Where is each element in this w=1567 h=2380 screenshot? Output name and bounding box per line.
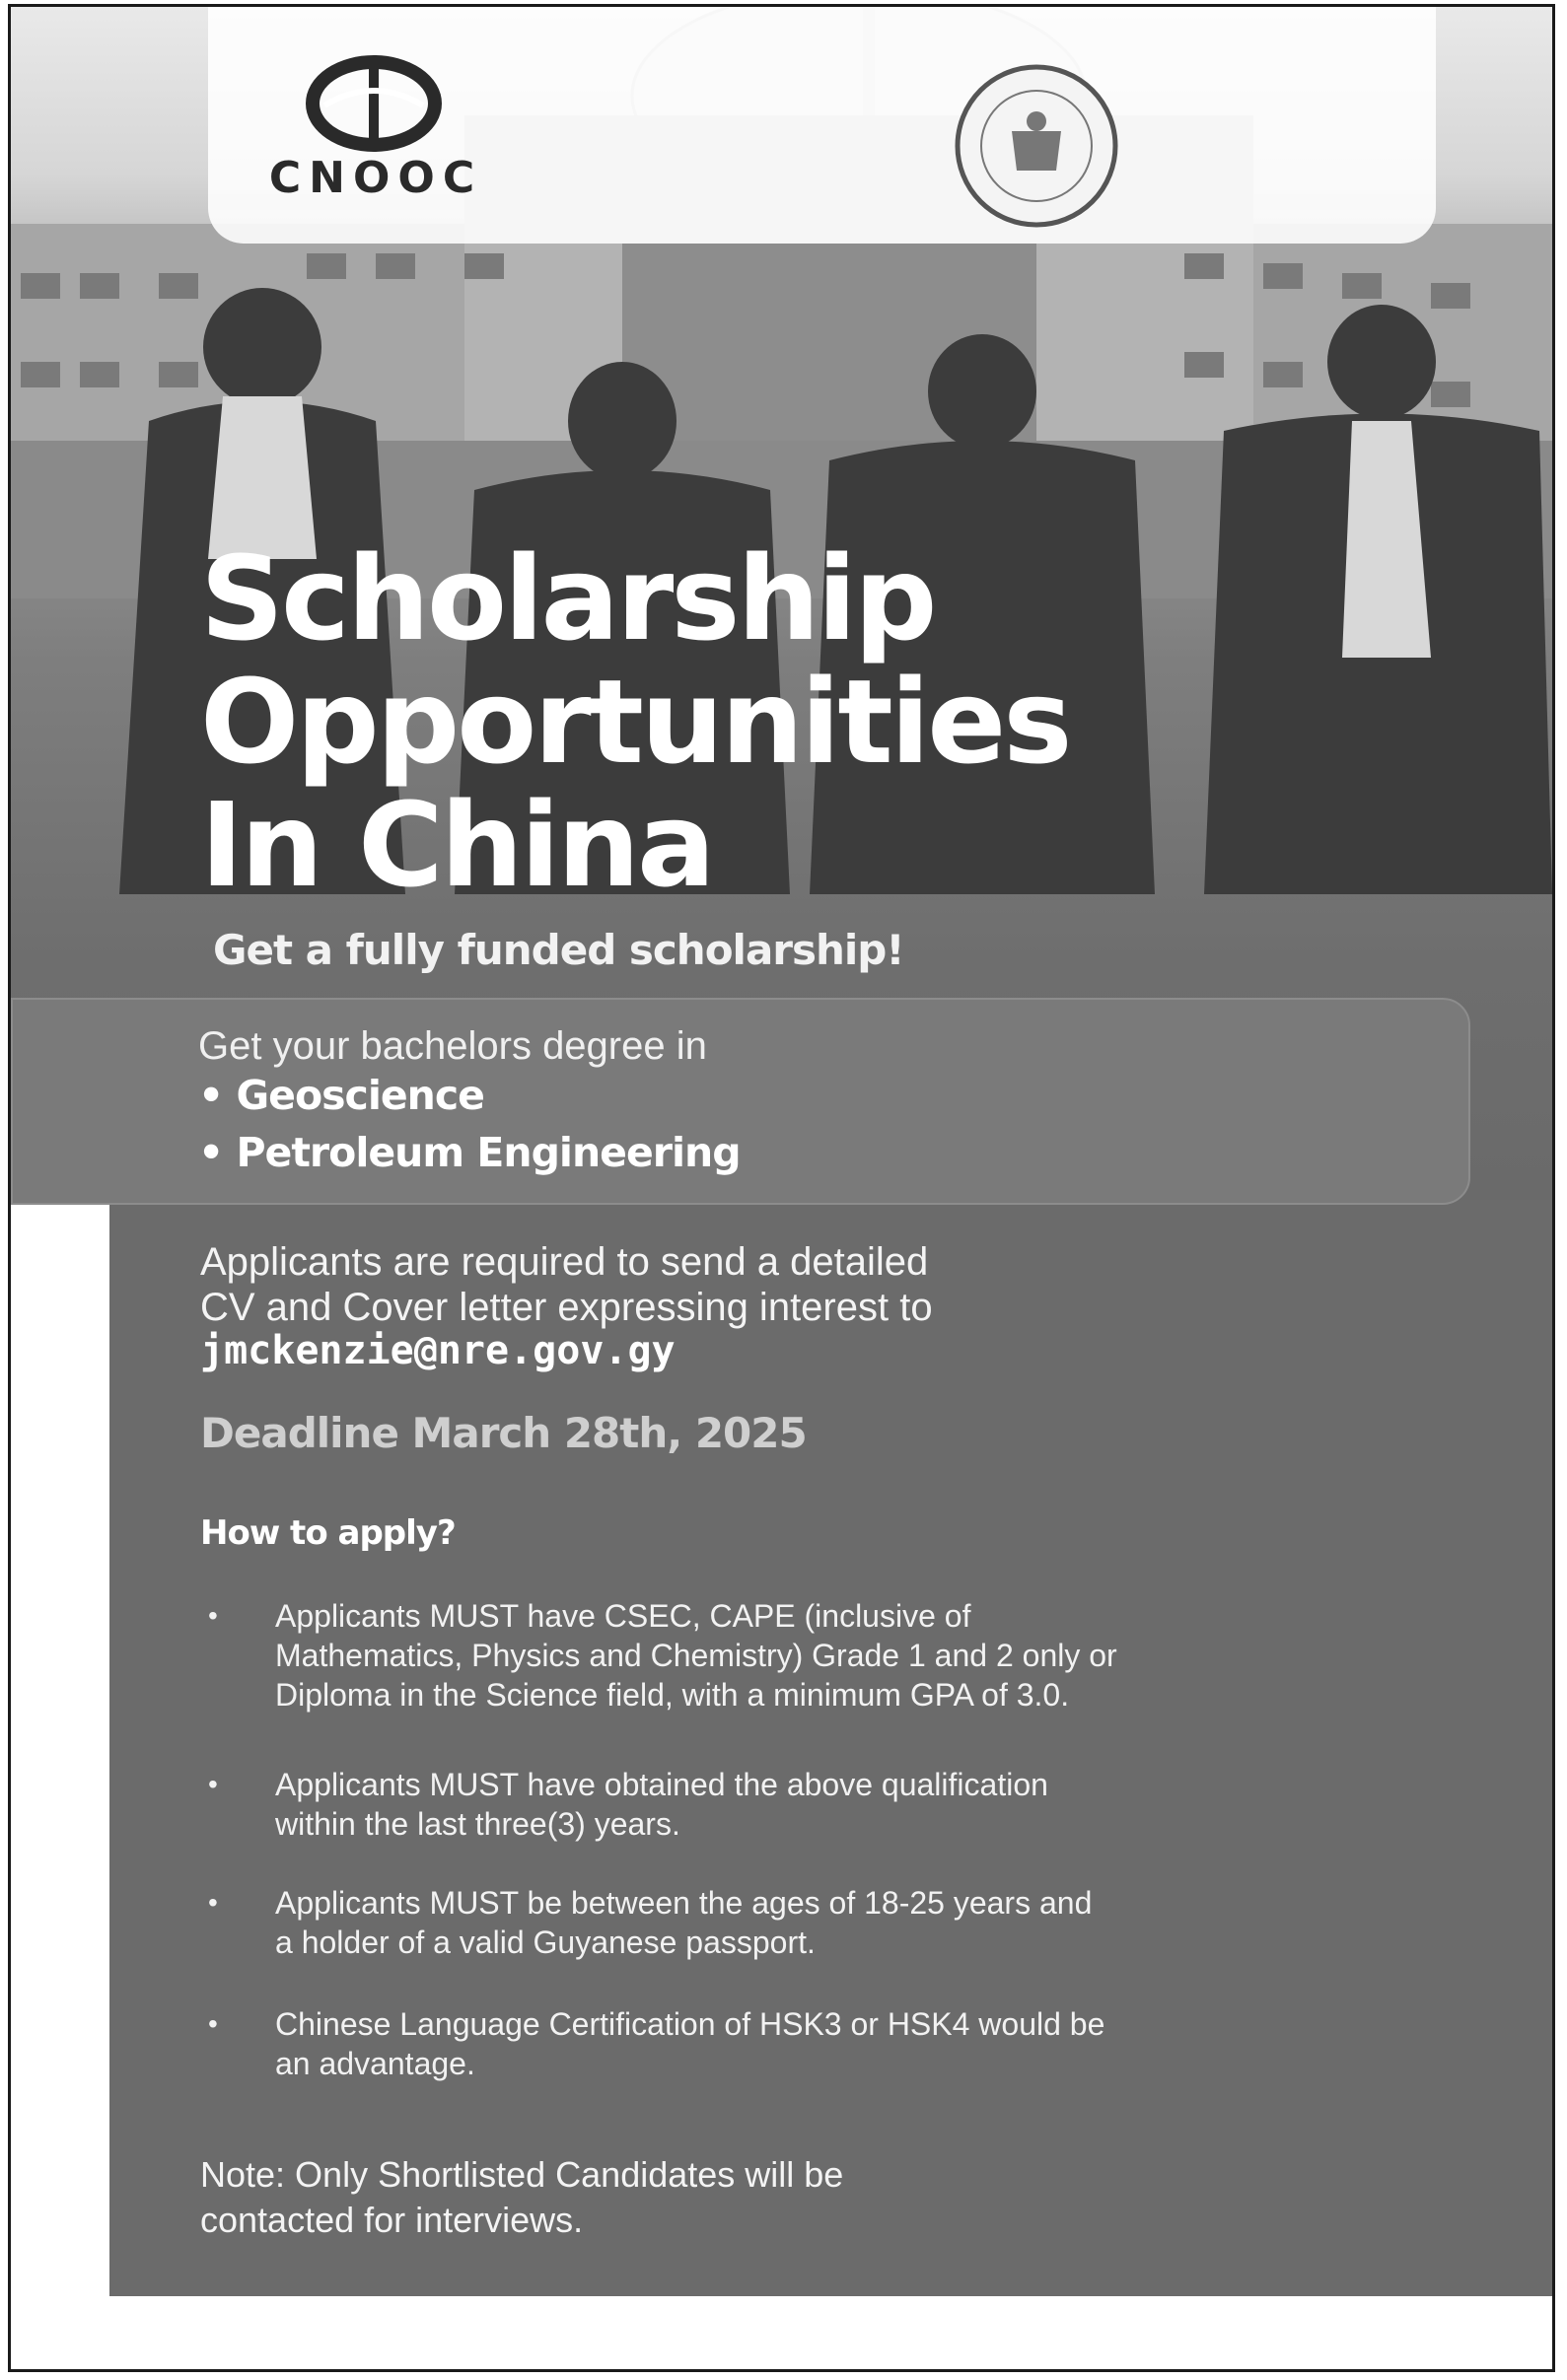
headline — [200, 530, 1482, 913]
ministry-seal-icon — [918, 62, 1155, 230]
how-to-apply-title: How to apply? — [200, 1513, 456, 1553]
requirement-line: a holder of a valid Guyanese passport. — [275, 1925, 816, 1960]
bullet-icon: • — [208, 1600, 218, 1631]
headline-line: In China — [200, 777, 713, 913]
note-line: contacted for interviews. — [200, 2200, 584, 2240]
bullet-icon: • — [208, 2008, 218, 2039]
headline-line: Opportunities — [200, 654, 1070, 790]
note-line: Note: Only Shortlisted Candidates will be — [200, 2154, 844, 2195]
requirement-line: within the last three(3) years. — [275, 1806, 680, 1842]
instruction-line: CV and Cover letter expressing interest to — [200, 1286, 933, 1329]
instruction-line: Applicants are required to send a detailed — [200, 1240, 929, 1284]
degree-intro: Get your bachelors degree in — [198, 1024, 707, 1068]
cnooc-wordmark: CNOOC — [268, 153, 483, 203]
left-margin — [11, 1200, 111, 2372]
requirement-line: Chinese Language Certification of HSK3 or HSK4 would be — [275, 2006, 1105, 2042]
application-instructions — [200, 1239, 933, 1330]
requirement-line: Applicants MUST have CSEC, CAPE (inclusive of — [275, 1598, 971, 1634]
requirement-line: an advantage. — [275, 2046, 475, 2081]
bullet-icon: • — [208, 1887, 218, 1918]
subheadline: Get a fully funded scholarship! — [213, 926, 904, 974]
headline-line: Scholarship — [200, 530, 935, 666]
degree-item: • Geoscience — [198, 1072, 484, 1119]
requirement-line: Applicants MUST be between the ages of 18-25 years and — [275, 1885, 1093, 1921]
note — [200, 2152, 843, 2243]
requirement-line: Applicants MUST have obtained the above qualification — [275, 1767, 1048, 1802]
bullet-icon: • — [208, 1769, 218, 1799]
contact-email[interactable]: jmckenzie@nre.gov.gy — [200, 1328, 676, 1373]
requirement-line: Mathematics, Physics and Chemistry) Grade 1 and 2 only or — [275, 1638, 1117, 1673]
requirement-line: Diploma in the Science field, with a minimum GPA of 3.0. — [275, 1677, 1070, 1713]
degree-item: • Petroleum Engineering — [198, 1129, 741, 1176]
deadline: Deadline March 28th, 2025 — [200, 1409, 807, 1457]
advertisement-frame — [8, 4, 1555, 2372]
